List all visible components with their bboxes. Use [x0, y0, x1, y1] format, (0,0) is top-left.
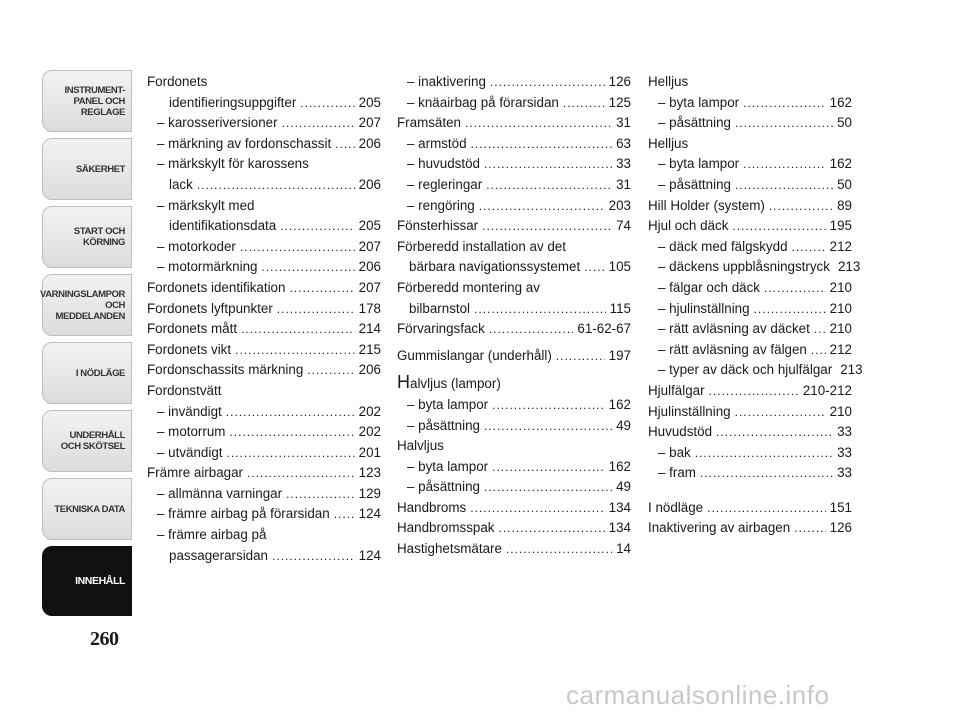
entry-page: 89	[837, 197, 852, 213]
entry-text: – främre airbag på förarsidan	[157, 506, 330, 522]
entry-page: 124	[358, 547, 381, 563]
entry-text: – utvändigt	[157, 444, 223, 460]
index-entry[interactable]	[147, 175, 381, 196]
leader-dots	[489, 320, 574, 340]
leader-dots	[754, 299, 826, 319]
leader-dots	[277, 299, 355, 319]
entry-text: passagerarsidan	[169, 547, 269, 563]
entry-page: 126	[608, 74, 631, 89]
entry-text: – invändigt	[157, 403, 222, 419]
entry-page: 214	[358, 321, 381, 337]
entry-page: 178	[358, 300, 381, 316]
index-entry[interactable]	[147, 113, 381, 134]
leader-dots	[241, 320, 355, 340]
tab-start-driving[interactable]	[42, 206, 132, 268]
entry-page: 195	[829, 218, 852, 234]
index-entry[interactable]	[147, 237, 381, 258]
entry-page: 207	[358, 279, 381, 295]
entry-page: 31	[616, 176, 631, 192]
leader-dots	[197, 176, 355, 196]
tab-label: I NÖDLÄGE	[75, 367, 125, 379]
entry-text: Hill Holder (system)	[648, 197, 765, 213]
entry-text: – påsättning	[658, 115, 731, 131]
entry-page: 210-212	[802, 382, 852, 398]
index-entry[interactable]	[397, 196, 631, 217]
leader-dots	[261, 258, 354, 278]
index-entry[interactable]	[147, 340, 381, 361]
index-entry[interactable]	[397, 518, 631, 539]
index-entry[interactable]	[397, 134, 631, 155]
entry-text: Gummislangar (underhåll)	[397, 347, 552, 363]
entry-page: 210	[829, 321, 852, 337]
leader-dots	[735, 176, 833, 196]
entry-text: identifikationsdata	[169, 218, 277, 234]
index-entry[interactable]	[147, 299, 381, 320]
index-entry[interactable]	[648, 518, 852, 539]
entry-text: Huvudstöd	[648, 424, 713, 440]
leader-dots	[465, 114, 612, 134]
entry-page: 33	[837, 424, 852, 440]
index-subheading: – märkskylt med	[157, 197, 255, 213]
index-entry[interactable]	[648, 360, 863, 381]
leader-dots	[486, 176, 612, 196]
entry-page: 151	[829, 499, 852, 515]
leader-dots	[811, 340, 826, 360]
entry-text: – karosseriversioner	[157, 115, 278, 131]
entry-page: 162	[829, 94, 852, 110]
entry-page: 50	[837, 176, 852, 192]
index-entry[interactable]	[648, 154, 852, 175]
index-entry[interactable]	[648, 196, 852, 217]
index-subheading: – främre airbag på	[157, 527, 267, 543]
entry-text: – inaktivering	[407, 74, 486, 89]
leader-dots	[709, 382, 799, 402]
leader-dots	[474, 299, 606, 319]
entry-page: 63	[616, 135, 631, 151]
leader-dots	[335, 134, 354, 154]
entry-page: 213	[840, 362, 863, 378]
entry-page: 115	[609, 300, 631, 316]
leader-dots	[479, 196, 605, 216]
index-entry[interactable]	[397, 346, 631, 367]
entry-page: 126	[829, 520, 852, 536]
leader-dots	[695, 443, 833, 463]
entry-text: – typer av däck och hjulfälgar	[658, 362, 833, 378]
index-heading: Förberedd montering av	[397, 279, 540, 295]
entry-page: 14	[616, 541, 631, 557]
index-entry[interactable]	[648, 113, 852, 134]
index-heading: Fordonstvätt	[147, 382, 222, 398]
leader-dots	[229, 423, 354, 443]
entry-text: Hjul och däck	[648, 218, 729, 234]
entry-text: lack	[169, 176, 193, 192]
entry-page: 74	[616, 218, 631, 234]
entry-page: 125	[608, 94, 631, 110]
leader-dots	[499, 519, 605, 539]
leader-dots	[764, 279, 826, 299]
index-entry[interactable]	[648, 319, 852, 340]
entry-text: Förvaringsfack	[397, 321, 485, 337]
page-number: 260	[90, 628, 119, 650]
entry-text: – motormärkning	[157, 259, 258, 275]
entry-page: 105	[608, 259, 631, 275]
entry-page: 213	[837, 259, 861, 275]
leader-dots	[490, 73, 605, 93]
leader-dots	[794, 519, 825, 539]
leader-dots	[300, 93, 354, 113]
tab-instrument-panel[interactable]	[42, 70, 132, 132]
index-entry[interactable]	[147, 484, 381, 505]
leader-dots	[307, 361, 354, 381]
index-entry[interactable]	[397, 498, 631, 519]
tab-contents[interactable]	[42, 546, 132, 616]
index-entry[interactable]	[648, 278, 852, 299]
leader-dots	[735, 402, 826, 422]
entry-page: 162	[608, 458, 631, 474]
entry-text: – märkning av fordonschassit	[157, 135, 332, 151]
entry-text: Framsäten	[397, 115, 461, 131]
tab-label: INNEHÅLL	[75, 574, 125, 587]
leader-dots	[227, 443, 355, 463]
leader-dots	[484, 155, 612, 175]
entry-page: 212	[829, 238, 852, 254]
entry-page: 206	[358, 135, 381, 151]
leader-dots	[280, 217, 354, 237]
index-entry[interactable]	[147, 134, 381, 155]
entry-page: 162	[829, 156, 852, 172]
leader-dots	[484, 416, 612, 436]
index-entry[interactable]	[648, 93, 852, 114]
entry-page: 33	[837, 444, 852, 460]
entry-page: 197	[608, 347, 631, 363]
entry-page: 202	[358, 403, 381, 419]
entry-text: – byta lampor	[658, 156, 740, 172]
section-tabs	[39, 70, 134, 622]
entry-text: – däck med fälgskydd	[658, 238, 788, 254]
index-entry[interactable]	[397, 93, 631, 114]
entry-page: 205	[358, 218, 381, 234]
index-entry[interactable]	[397, 299, 631, 320]
entry-text: Hjulfälgar	[648, 382, 705, 398]
entry-text: – byta lampor	[407, 396, 489, 412]
entry-text: – hjulinställning	[658, 300, 750, 316]
entry-page: 206	[358, 176, 381, 192]
index-entry[interactable]	[648, 340, 852, 361]
index-entry[interactable]	[147, 360, 381, 381]
entry-page: 212	[829, 341, 852, 357]
index-entry[interactable]	[648, 257, 861, 278]
leader-dots	[769, 196, 833, 216]
entry-page: 50	[837, 115, 852, 131]
index-entry[interactable]	[147, 504, 381, 525]
entry-text: – påsättning	[658, 176, 731, 192]
index-entry[interactable]	[397, 113, 631, 134]
index-entry[interactable]	[648, 381, 852, 402]
index-entry[interactable]	[397, 477, 631, 498]
index-entry[interactable]	[648, 216, 852, 237]
index-entry[interactable]	[147, 216, 381, 237]
index-entry[interactable]	[147, 463, 381, 484]
entry-page: 210	[829, 279, 852, 295]
entry-text: Fordonets mått	[147, 321, 238, 337]
entry-page: 134	[608, 520, 631, 536]
entry-text: Fönsterhissar	[397, 218, 479, 234]
index-heading: Helljus	[648, 135, 689, 151]
leader-dots	[226, 402, 355, 422]
index-entry[interactable]	[147, 422, 381, 443]
leader-dots	[492, 396, 605, 416]
tab-label: UNDERHÅLL OCH SKÖTSEL	[60, 430, 125, 452]
index-entry[interactable]	[397, 154, 631, 175]
entry-page: 201	[358, 444, 381, 460]
entry-text: – rätt avläsning av däcket	[658, 321, 810, 337]
leader-dots	[470, 498, 604, 518]
entry-text: – byta lampor	[658, 94, 740, 110]
index-entry[interactable]	[648, 175, 852, 196]
leader-dots	[471, 134, 613, 154]
entry-text: – armstöd	[407, 135, 467, 151]
tab-label: SÄKERHET	[75, 163, 125, 175]
index-entry[interactable]	[648, 498, 852, 519]
entry-text: – motorrum	[157, 424, 226, 440]
entry-text: bärbara navigationssystemet	[409, 259, 581, 275]
entry-text: Fordonschassits märkning	[147, 362, 304, 378]
entry-page: 210	[829, 403, 852, 419]
entry-text: I nödläge	[648, 499, 704, 515]
index-heading: Halvljus	[397, 438, 444, 454]
leader-dots	[814, 320, 826, 340]
entry-text: Inaktivering av airbagen	[648, 520, 791, 536]
index-column-1	[147, 72, 381, 566]
tab-safety[interactable]	[42, 138, 132, 200]
entry-page: 206	[358, 362, 381, 378]
tab-warning-lights[interactable]	[39, 274, 132, 336]
entry-text: – påsättning	[407, 479, 480, 495]
leader-dots	[282, 114, 355, 134]
tab-maintenance[interactable]	[42, 410, 132, 472]
tab-emergency[interactable]	[42, 342, 132, 404]
entry-page: 129	[358, 485, 381, 501]
entry-text: – huvudstöd	[407, 156, 480, 172]
index-entry[interactable]	[397, 395, 631, 416]
entry-text: – bak	[658, 444, 691, 460]
leader-dots	[584, 258, 604, 278]
leader-dots	[700, 464, 833, 484]
index-entry[interactable]	[397, 72, 631, 93]
leader-dots	[716, 423, 833, 443]
entry-page: 134	[608, 499, 631, 515]
leader-dots	[289, 279, 354, 299]
entry-text: – knäairbag på förarsidan	[407, 94, 559, 110]
index-entry[interactable]	[147, 443, 381, 464]
index-heading: Helljus	[648, 74, 689, 89]
entry-text: – däckens uppblåsningstryck	[658, 259, 830, 275]
leader-dots	[492, 457, 605, 477]
entry-page: 49	[616, 479, 631, 495]
entry-text: – regleringar	[407, 176, 483, 192]
leader-dots	[707, 498, 826, 518]
entry-page: 202	[358, 424, 381, 440]
index-subheading: – märkskylt för karossens	[157, 156, 309, 172]
entry-page: 124	[358, 506, 381, 522]
index-entry[interactable]	[648, 463, 852, 484]
index-entry[interactable]	[397, 539, 631, 560]
index-entry[interactable]	[147, 546, 381, 567]
watermark: carmanualsonline.info	[566, 680, 830, 710]
entry-page: 207	[358, 238, 381, 254]
entry-page: 210	[829, 300, 852, 316]
entry-page: 162	[608, 396, 631, 412]
index-heading: Halvljus (lampor)	[397, 372, 501, 393]
entry-text: – påsättning	[407, 417, 480, 433]
leader-dots	[247, 464, 355, 484]
index-entry[interactable]	[648, 402, 852, 423]
entry-text: Fordonets vikt	[147, 341, 232, 357]
leader-dots	[240, 237, 355, 257]
entry-text: – fram	[658, 465, 696, 481]
entry-text: Handbromsspak	[397, 520, 495, 536]
entry-page: 123	[358, 465, 381, 481]
entry-text: Handbroms	[397, 499, 467, 515]
tab-label: TEKNISKA DATA	[54, 503, 125, 515]
leader-dots	[735, 114, 833, 134]
entry-text: – fälgar och däck	[658, 279, 760, 295]
entry-text: bilbarnstol	[409, 300, 471, 316]
entry-text: Främre airbagar	[147, 465, 243, 481]
index-heading: Fordonets	[147, 74, 208, 89]
index-entry[interactable]	[147, 278, 381, 299]
leader-dots	[743, 93, 826, 113]
index-entry[interactable]	[147, 319, 381, 340]
leader-dots	[334, 505, 355, 525]
index-entry[interactable]	[397, 319, 631, 340]
index-entry[interactable]	[147, 93, 381, 114]
entry-page: 61-62-67	[577, 321, 631, 337]
entry-text: Hjulinställning	[648, 403, 731, 419]
leader-dots	[286, 484, 355, 504]
index-entry[interactable]	[648, 237, 852, 258]
index-entry[interactable]	[648, 299, 852, 320]
entry-text: Fordonets identifikation	[147, 279, 286, 295]
index-entry[interactable]	[147, 257, 381, 278]
index-entry[interactable]	[397, 457, 631, 478]
leader-dots	[272, 546, 355, 566]
tab-technical-data[interactable]	[42, 478, 132, 540]
entry-text: Fordonets lyftpunkter	[147, 300, 273, 316]
index-column-2	[397, 72, 631, 560]
entry-text: – motorkoder	[157, 238, 236, 254]
entry-page: 49	[616, 417, 631, 433]
entry-text: – byta lampor	[407, 458, 489, 474]
leader-dots	[484, 478, 612, 498]
entry-page: 33	[837, 465, 852, 481]
entry-page: 33	[616, 156, 631, 172]
entry-text: – allmänna varningar	[157, 485, 283, 501]
leader-dots	[732, 217, 825, 237]
leader-dots	[482, 217, 612, 237]
tab-label: INSTRUMENT- PANEL OCH REGLAGE	[64, 84, 125, 118]
entry-text: – rengöring	[407, 197, 475, 213]
tab-label: START OCH KÖRNING	[73, 226, 125, 248]
index-column-3	[648, 72, 863, 539]
entry-page: 31	[616, 115, 631, 131]
leader-dots	[792, 237, 826, 257]
leader-dots	[743, 155, 826, 175]
entry-text: identifieringsuppgifter	[169, 94, 297, 110]
entry-page: 205	[358, 94, 381, 110]
index-entry[interactable]	[397, 257, 631, 278]
index-entry[interactable]	[147, 402, 381, 423]
entry-text: Hastighetsmätare	[397, 541, 502, 557]
entry-page: 206	[358, 259, 381, 275]
leader-dots	[563, 93, 605, 113]
entry-text: – rätt avläsning av fälgen	[658, 341, 807, 357]
index-entry[interactable]	[648, 443, 852, 464]
entry-page: 215	[358, 341, 381, 357]
leader-dots	[506, 540, 612, 560]
leader-dots	[556, 346, 605, 366]
entry-page: 207	[358, 115, 381, 131]
index-entry[interactable]	[648, 422, 852, 443]
index-heading: Förberedd installation av det	[397, 238, 566, 254]
index-entry[interactable]	[397, 175, 631, 196]
index-entry[interactable]	[397, 416, 631, 437]
tab-label: VARNINGSLAMPOR OCH MEDDELANDEN	[39, 288, 125, 322]
entry-page: 203	[608, 197, 631, 213]
leader-dots	[235, 340, 355, 360]
index-entry[interactable]	[397, 216, 631, 237]
